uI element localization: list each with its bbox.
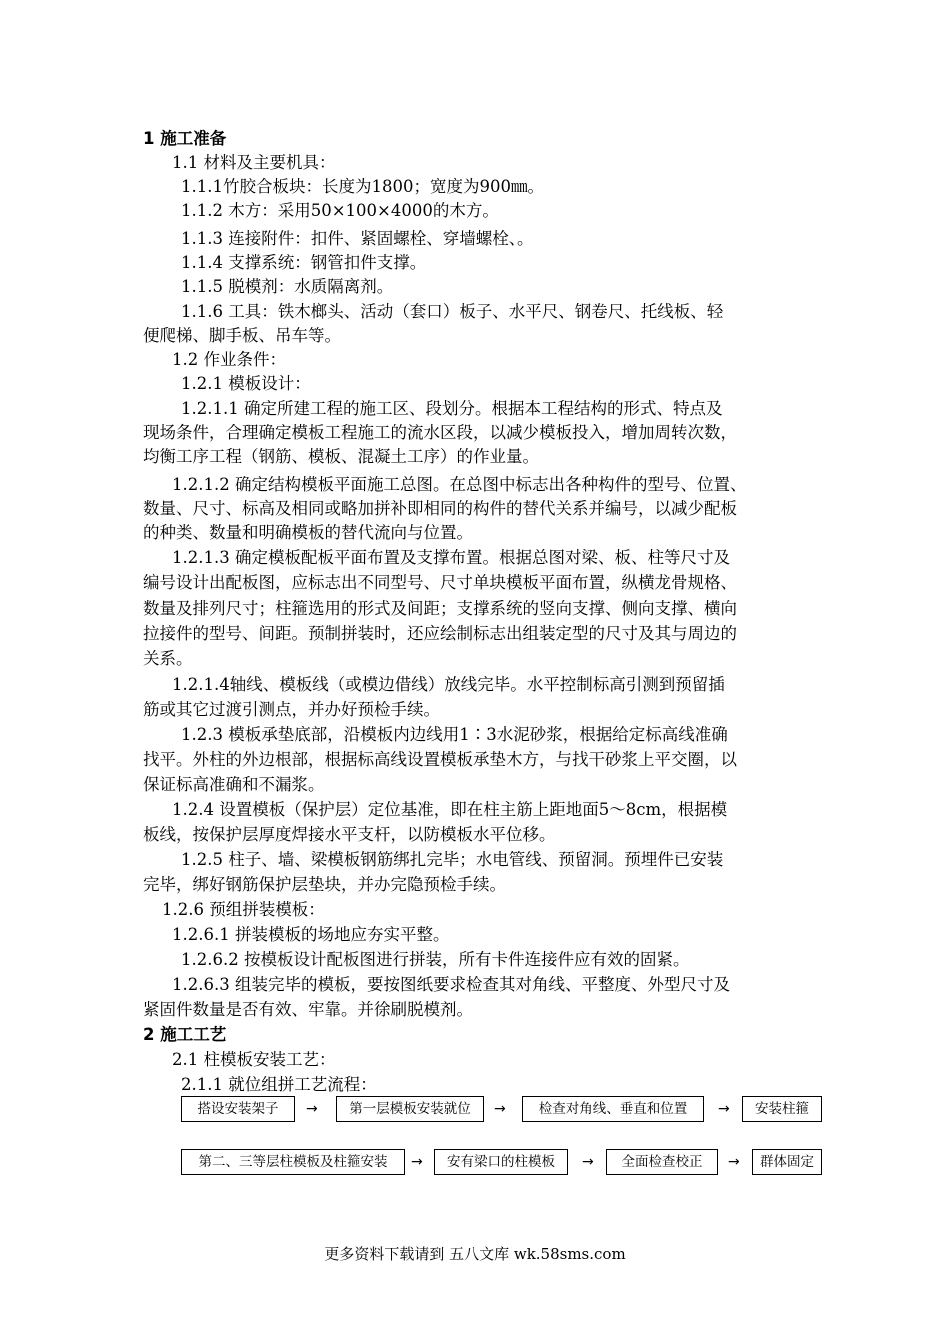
paragraph-line: 的种类、数量和明确模板的替代流向与位置。 <box>143 523 473 542</box>
paragraph-line: 紧固件数量是否有效、牢靠。并徐刷脱模剂。 <box>143 1000 473 1019</box>
paragraph-line: 1.2.1.3 确定模板配板平面布置及支撑布置。根据总图对梁、板、柱等尺寸及 <box>172 548 730 567</box>
flow-arrow: → <box>494 1101 506 1117</box>
paragraph-line: 编号设计出配板图，应标志出不同型号、尺寸单块模板平面布置，纵横龙骨规格、 <box>143 573 737 592</box>
flow-step: 搭设安装架子 <box>181 1096 295 1122</box>
paragraph-line: 1.1.4 支撑系统：钢管扣件支撑。 <box>181 253 427 272</box>
subsection-heading: 1.1 材料及主要机具： <box>172 153 336 172</box>
paragraph-line: 1.2.1 模板设计： <box>181 374 311 393</box>
paragraph-line: 保证标高准确和不漏浆。 <box>143 775 325 794</box>
paragraph-line: 完毕，绑好钢筋保护层垫块，并办完隐预检手续。 <box>143 875 506 894</box>
flow-arrow: → <box>582 1154 594 1170</box>
page-footer: 更多资料下载请到 五八文库 wk.58sms.com <box>324 1245 626 1263</box>
paragraph-line: 1.1.1竹胶合板块：长度为1800；宽度为900㎜。 <box>181 177 544 196</box>
paragraph-line: 1.2.5 柱子、墙、梁模板钢筋绑扎完毕；水电管线、预留洞。预埋件已安装 <box>181 850 724 869</box>
paragraph-line: 筋或其它过渡引测点，并办好预检手续。 <box>143 700 440 719</box>
flow-step: 安装柱箍 <box>742 1096 822 1122</box>
paragraph-line: 现场条件，合理确定模板工程施工的流水区段，以减少模板投入，增加周转次数， <box>143 423 737 442</box>
flow-arrow: → <box>718 1101 730 1117</box>
paragraph-line: 拉接件的型号、间距。预制拼装时，还应绘制标志出组装定型的尺寸及其与周边的 <box>143 624 737 643</box>
subsection-heading: 2.1 柱模板安装工艺： <box>172 1050 336 1069</box>
paragraph-line: 1.1.3 连接附件：扣件、紧固螺栓、穿墙螺栓、。 <box>181 229 534 248</box>
paragraph-line: 数量、尺寸、标高及相同或略加拼补即相同的构件的替代关系并编号，以减少配板 <box>143 499 737 518</box>
subsection-heading: 1.2 作业条件： <box>172 350 286 369</box>
paragraph-line: 1.1.6 工具：铁木榔头、活动（套口）板子、水平尺、钢卷尺、托线板、轻 <box>181 302 724 321</box>
flow-arrow: → <box>728 1154 740 1170</box>
flow-step: 群体固定 <box>752 1149 822 1175</box>
paragraph-line: 1.2.1.1 确定所建工程的施工区、段划分。根据本工程结构的形式、特点及 <box>181 399 723 418</box>
paragraph-line: 1.2.6.1 拼装模板的场地应夯实平整。 <box>172 925 450 944</box>
section-heading: 2 施工工艺 <box>143 1025 227 1044</box>
paragraph-line: 1.2.1.2 确定结构模板平面施工总图。在总图中标志出各种构件的型号、位置、 <box>172 475 747 494</box>
paragraph-line: 便爬梯、脚手板、吊车等。 <box>143 326 341 345</box>
flow-step: 全面检查校正 <box>606 1149 718 1175</box>
paragraph-line: 2.1.1 就位组拼工艺流程： <box>181 1075 377 1094</box>
flow-step: 第二、三等层柱模板及柱箍安装 <box>181 1149 405 1175</box>
paragraph-line: 1.1.5 脱模剂：水质隔离剂。 <box>181 277 394 296</box>
paragraph-line: 数量及排列尺寸；柱箍选用的形式及间距；支撑系统的竖向支撑、侧向支撑、横向 <box>143 599 737 618</box>
paragraph-line: 1.2.3 模板承垫底部，沿模板内边线用1∶3水泥砂浆，根据给定标高线准确 <box>181 725 728 744</box>
subsection-heading: 1.2.6 预组拼装模板： <box>162 900 325 919</box>
flow-step: 检查对角线、垂直和位置 <box>522 1096 704 1122</box>
paragraph-line: 关系。 <box>143 649 193 668</box>
paragraph-line: 找平。外柱的外边根部，根据标高线设置模板承垫木方，与找干砂浆上平交圈，以 <box>143 750 737 769</box>
paragraph-line: 1.2.6.3 组装完毕的模板，要按图纸要求检查其对角线、平整度、外型尺寸及 <box>172 975 730 994</box>
section-heading: 1 施工准备 <box>143 129 227 148</box>
paragraph-line: 1.2.6.2 按模板设计配板图进行拼装，所有卡件连接件应有效的固紧。 <box>181 950 690 969</box>
paragraph-line: 1.2.4 设置模板（保护层）定位基准，即在柱主筋上距地面5～8cm，根据模 <box>172 800 728 819</box>
paragraph-line: 均衡工序工程（钢筋、模板、混凝土工序）的作业量。 <box>143 447 539 466</box>
flow-arrow: → <box>411 1154 423 1170</box>
flow-step: 安有梁口的柱模板 <box>434 1149 568 1175</box>
flow-step: 第一层模板安装就位 <box>336 1096 484 1122</box>
paragraph-line: 板线，按保护层厚度焊接水平支杆，以防模板水平位移。 <box>143 825 556 844</box>
flow-arrow: → <box>306 1101 318 1117</box>
paragraph-line: 1.2.1.4轴线、模板线（或模边借线）放线完毕。水平控制标高引测到预留插 <box>172 675 725 694</box>
paragraph-line: 1.1.2 木方：采用50×100×4000的木方。 <box>181 201 499 220</box>
